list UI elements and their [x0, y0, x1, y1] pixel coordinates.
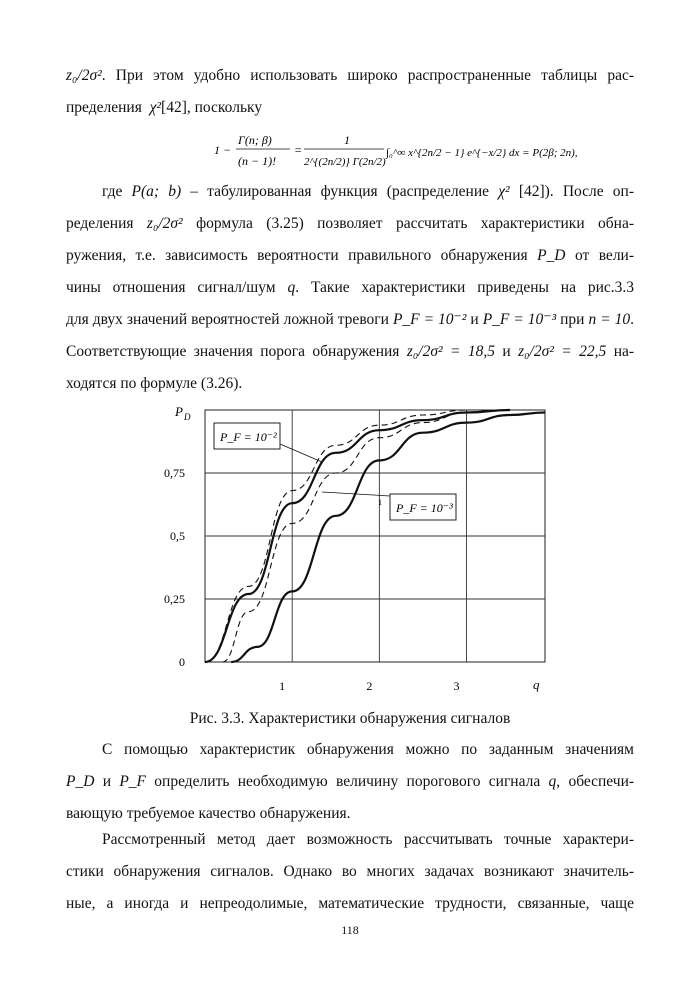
- eq-frac1-bottom: (n − 1)!: [238, 154, 277, 168]
- y-axis-sub: D: [184, 412, 191, 422]
- text-span: Соответствующие значения порога обнаружения: [66, 343, 400, 360]
- text-line: [66, 830, 634, 850]
- text-span: Рассмотренный метод дает возможность рассчитывать точные характери-: [102, 831, 634, 848]
- text-span: где: [102, 183, 123, 200]
- eq-integral: ∫₀^∞ x^{2n/2 − 1} e^{−x/2} dx = P(2β; 2n),: [386, 147, 578, 159]
- text-span: и: [502, 343, 511, 360]
- text-line: [66, 862, 634, 882]
- legend-label-1: P_F = 10⁻²: [220, 430, 277, 444]
- text-span: от вели-: [574, 247, 635, 264]
- formula: z₀/2σ² = 18,5: [406, 343, 496, 360]
- formula: χ²: [149, 99, 162, 116]
- y-tick-label: 0,75: [164, 466, 185, 480]
- text-span: определить необходимую величину порогового сигнала: [154, 773, 541, 790]
- formula: P_F = 10⁻²: [392, 311, 467, 328]
- legend-label-2: P_F = 10⁻³: [396, 501, 453, 515]
- formula: P_D: [66, 773, 95, 790]
- y-tick-label: 0,25: [164, 592, 185, 606]
- y-tick-label: 0: [179, 655, 185, 669]
- eq-frac2-bottom: 2^{(2n/2)} Γ(2n/2): [304, 156, 386, 168]
- formula: q: [548, 773, 557, 790]
- formula: P_F: [119, 773, 146, 790]
- formula: χ²: [498, 183, 510, 200]
- text-span: ределения: [66, 215, 134, 232]
- chart-svg: [150, 400, 560, 700]
- text-span: чины отношения сигнал/шум: [66, 279, 276, 296]
- eq-equals: =: [294, 143, 303, 157]
- formula: z₀/2σ²: [146, 215, 183, 232]
- y-axis-label: P: [175, 404, 183, 419]
- text-line: [66, 342, 634, 362]
- text-line: [66, 740, 634, 760]
- text-line: [66, 310, 634, 330]
- text-line: [66, 66, 634, 86]
- legend-leader-1: [280, 444, 322, 462]
- y-tick-label: 0,5: [170, 529, 185, 543]
- text-line: [66, 894, 634, 914]
- chart-legends: [214, 423, 456, 520]
- text-span: . При этом удобно использовать широко распространенные таблицы рас-: [101, 67, 634, 84]
- text-span: ходятся по формуле (3.26).: [66, 375, 243, 392]
- text-span: [42], поскольку: [161, 99, 263, 116]
- text-span: для двух значений вероятностей ложной тревоги: [66, 311, 389, 328]
- formula: P(a; b): [131, 183, 182, 200]
- text-span: стики обнаружения сигналов. Однако во многих задачах возникают значитель-: [66, 863, 634, 880]
- text-line: [66, 804, 634, 824]
- text-span: вающую требуемое качество обнаружения.: [66, 805, 351, 822]
- page-number: 118: [341, 923, 359, 937]
- x-tick-label: 2: [366, 679, 373, 693]
- text-span: формула (3.25) позволяет рассчитать характеристики обна-: [196, 215, 634, 232]
- text-line: [66, 98, 634, 118]
- eq-frac2-top: 1: [344, 133, 350, 147]
- text-span: при: [560, 311, 585, 328]
- text-span: – табулированная функция (распределение: [190, 183, 490, 200]
- text-span: пределения: [66, 99, 142, 116]
- eq-frac1-top: Γ(n; β): [238, 133, 272, 147]
- formula: q: [287, 279, 296, 296]
- text-span: ные, а иногда и непреодолимые, математические трудности, связанные, чаще: [66, 895, 634, 912]
- text-span: и: [102, 773, 112, 790]
- text-span: .: [630, 311, 635, 328]
- detection-chart: [150, 400, 560, 700]
- formula: z₀/2σ² = 22,5: [518, 343, 607, 360]
- text-line: [66, 246, 634, 266]
- formula: P_F = 10⁻³: [482, 311, 557, 328]
- text-span: [42]). После оп-: [518, 183, 635, 200]
- text-span: ружения, т.е. зависимость вероятности правильного обнаружения: [66, 247, 528, 264]
- x-axis-label: q: [533, 677, 540, 692]
- text-line: [66, 214, 634, 234]
- legend-marker-2: 1: [378, 498, 382, 507]
- text-line: [66, 278, 634, 298]
- text-span: и: [470, 311, 479, 328]
- formula: n = 10: [588, 311, 631, 328]
- x-tick-label: 3: [453, 679, 460, 693]
- text-span: С помощью характеристик обнаружения можно по заданным значениям: [102, 741, 634, 758]
- equation: [214, 128, 578, 172]
- text-span: на-: [613, 343, 635, 360]
- formula: P_D: [537, 247, 566, 264]
- eq-one-minus: 1 −: [214, 143, 232, 157]
- text-line: [66, 374, 634, 394]
- text-span: . Такие характеристики приведены на рис.3.3: [295, 279, 635, 296]
- formula: z₀/2σ²: [66, 67, 102, 84]
- figure-caption: Рис. 3.3. Характеристики обнаружения сигналов: [189, 710, 511, 727]
- text-line: [66, 182, 634, 202]
- equation-graphic: [214, 128, 578, 172]
- text-line: [66, 772, 634, 792]
- text-span: , обеспечи-: [556, 773, 635, 790]
- x-tick-label: 1: [279, 679, 286, 693]
- series-line-2: [231, 413, 545, 663]
